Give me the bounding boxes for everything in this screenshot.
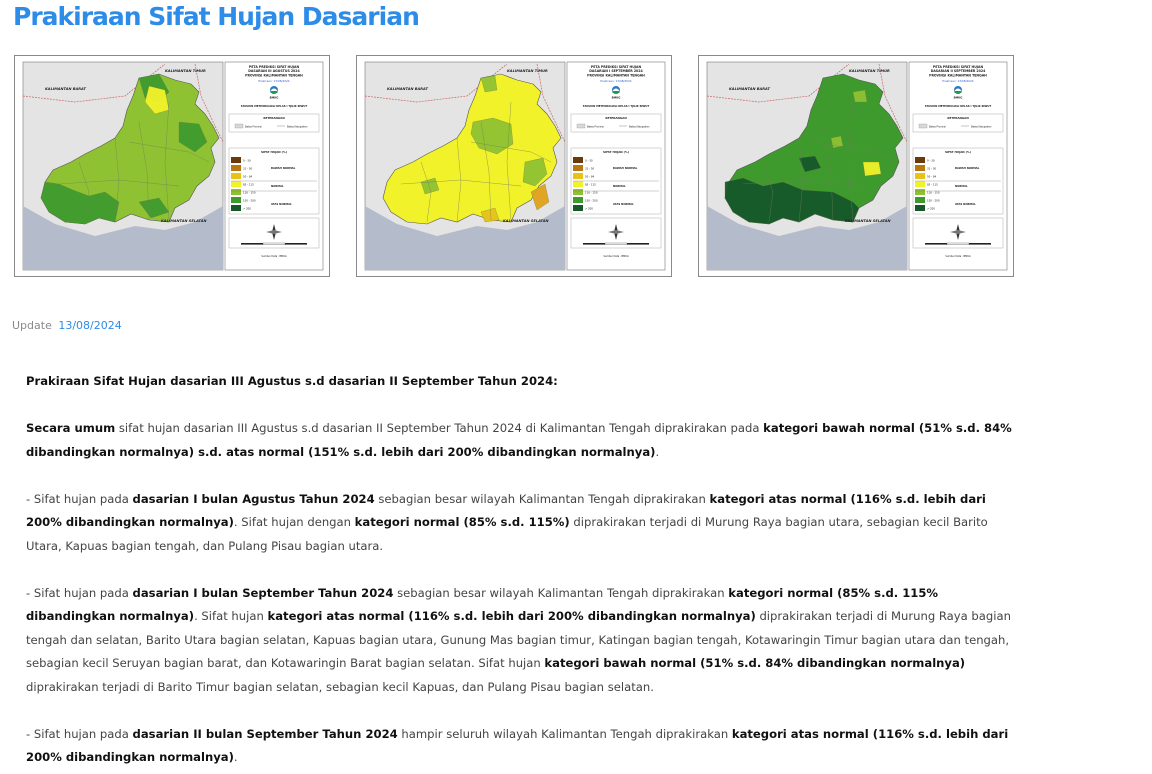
bmkg-logo — [954, 86, 962, 94]
map-legend — [909, 62, 1007, 270]
region-label-west: KALIMANTAN BARAT — [729, 87, 770, 91]
article-body — [26, 370, 1016, 774]
scale-swatch — [915, 157, 925, 163]
scale-range: 31 - 50 — [585, 167, 595, 171]
map-legend — [567, 62, 665, 270]
bmkg-logo-band — [271, 92, 278, 93]
scale-swatch — [915, 197, 925, 203]
data-source: Sumber Data : BMKG — [261, 255, 287, 258]
region-label-south: KALIMANTAN SELATAN — [503, 219, 549, 223]
scale-bar — [925, 243, 991, 245]
scale-range: 0 - 30 — [927, 159, 935, 163]
scale-swatch — [231, 181, 241, 187]
legend-swatch — [919, 124, 927, 128]
scale-swatch — [573, 181, 583, 187]
scale-range: 150 - 200 — [585, 199, 598, 203]
text-run: - Sifat hujan pada — [26, 726, 133, 741]
map-title-line: PETA PREDIKSI SIFAT HUJAN — [932, 65, 984, 69]
scale-segment — [627, 243, 649, 245]
scale-class-label: BAWAH NORMAL — [271, 167, 296, 170]
map-title-line: PETA PREDIKSI SIFAT HUJAN — [590, 65, 642, 69]
bold-text: kategori atas normal (116% s.d. lebih dari 200% dibandingkan normalnya) — [26, 726, 1009, 764]
map-title-line: PROVINSI KALIMANTAN TENGAH — [587, 73, 645, 78]
scale-class-label: BAWAH NORMAL — [955, 167, 980, 170]
article-paragraph — [26, 582, 1016, 700]
data-source: Sumber Data : BMKG — [603, 255, 629, 258]
rain-category-area — [863, 162, 881, 176]
scale-swatch — [915, 173, 925, 179]
forecast-map — [699, 56, 1013, 276]
text-run: hampir seluruh wilayah Kalimantan Tengah diprakirakan — [397, 726, 732, 741]
text-run: . Sifat hujan — [194, 609, 268, 623]
bold-text: dasarian I bulan Agustus Tahun 2024 — [132, 491, 375, 506]
text-run: sebagian besar wilayah Kalimantan Tengah diprakirakan — [374, 491, 710, 506]
legend-swatch — [577, 124, 585, 128]
scale-title: SIFAT HUJAN (%) — [945, 150, 971, 154]
bmkg-logo — [270, 86, 278, 94]
legend-title: KETERANGAN — [947, 116, 969, 120]
scale-swatch — [231, 165, 241, 171]
map-frame — [707, 62, 907, 270]
scale-segment — [263, 243, 285, 245]
update-info — [12, 319, 122, 332]
map-title-line: DASARIAN III AGUSTUS 2024 — [248, 69, 300, 74]
scale-class-label: NORMAL — [955, 185, 968, 188]
region-label-north: KALIMANTAN TIMUR — [507, 69, 548, 73]
scale-range: 116 - 150 — [243, 191, 256, 195]
update-label: Update — [12, 319, 52, 332]
rain-category-area — [853, 90, 867, 102]
forecast-map-gallery — [14, 55, 1014, 277]
bold-text: kategori normal (85% s.d. 115%) — [354, 515, 570, 529]
bold-text: kategori bawah normal (51% s.d. 84% dibandingkan normalnya) s.d. atas normal (151% s.d. lebih dari 200% dibandingkan normalnya) — [26, 421, 1012, 459]
scale-class-label: NORMAL — [613, 185, 626, 188]
map-title-line: DASARIAN I SEPTEMBER 2024 — [589, 69, 643, 74]
text-run: sebagian besar wilayah Kalimantan Tengah diprakirakan — [393, 585, 729, 600]
scale-class-label: BAWAH NORMAL — [613, 167, 638, 170]
bmkg-logo-band — [955, 92, 962, 93]
text-run: . — [233, 750, 238, 764]
station-name: STASIUN METEOROLOGI KELAS I TJILIK RIWUT — [240, 105, 308, 108]
map-title-line: PROVINSI KALIMANTAN TENGAH — [929, 73, 987, 78]
scale-range: > 200 — [927, 207, 935, 211]
scale-segment — [285, 243, 307, 245]
bold-text: dasarian II bulan September Tahun 2024 — [132, 726, 398, 741]
legend-entry: Batas Kabupaten — [971, 125, 992, 129]
text-run: diprakirakan terjadi di Murung Raya bagian utara, sebagian kecil Barito Utara, Kapuas bagian tengah, dan Pulang Pisau bagian utara. — [26, 515, 988, 553]
scale-swatch — [231, 205, 241, 211]
scale-segment — [605, 243, 627, 245]
logo-label: BMKG — [611, 96, 621, 100]
legend-entry: Batas Provinsi — [929, 125, 946, 129]
page-title: Prakiraan Sifat Hujan Dasarian — [13, 2, 419, 31]
scale-segment — [969, 243, 991, 245]
scale-swatch — [573, 157, 583, 163]
text-run: . — [655, 444, 660, 459]
bold-text: Secara umum — [26, 421, 116, 435]
article-paragraph — [26, 488, 1016, 559]
legend-title: KETERANGAN — [605, 116, 627, 120]
scale-segment — [925, 243, 947, 245]
map-issued: Prakiraan: 13/08/2024 — [258, 79, 290, 83]
scale-class-label: ATAS NORMAL — [955, 203, 976, 206]
scale-range: 31 - 50 — [243, 167, 253, 171]
map-title-line: DASARIAN II SEPTEMBER 2024 — [930, 69, 986, 74]
bold-text: kategori normal (85% s.d. 115% dibandingkan normalnya) — [26, 585, 939, 623]
text-run: . Sifat hujan dengan — [233, 515, 355, 529]
bold-text: kategori atas normal (116% s.d. lebih dari 200% dibandingkan normalnya) — [267, 609, 756, 623]
text-run: diprakirakan terjadi di Murung Raya bagian tengah dan selatan, Barito Utara bagian selatan, Kapuas bagian utara, Gunung Mas bagian timur, Katingan bagian tengah, Kotawaringin Timur bagian utara dan tengah, sebagian kecil Seruyan bagian barat, dan Kotawaringin Barat bagian selatan. Sifat hujan — [26, 609, 1011, 670]
map-title-line: PROVINSI KALIMANTAN TENGAH — [245, 73, 303, 78]
scale-swatch — [573, 173, 583, 179]
region-label-north: KALIMANTAN TIMUR — [849, 69, 890, 73]
legend-entry: Batas Provinsi — [245, 125, 262, 129]
scale-swatch — [915, 165, 925, 171]
scale-segment — [241, 243, 263, 245]
region-label-north: KALIMANTAN TIMUR — [165, 69, 206, 73]
scale-swatch — [573, 165, 583, 171]
bmkg-logo-band — [613, 92, 620, 93]
scale-range: 31 - 50 — [927, 167, 937, 171]
region-label-west: KALIMANTAN BARAT — [45, 87, 86, 91]
scale-class-label: ATAS NORMAL — [613, 203, 634, 206]
article-heading: Prakiraan Sifat Hujan dasarian III Agustus s.d dasarian II September Tahun 2024: — [26, 374, 558, 388]
region-label-south: KALIMANTAN SELATAN — [845, 219, 891, 223]
scale-segment — [583, 243, 605, 245]
legend-entry: Batas Kabupaten — [287, 125, 308, 129]
scale-range: > 200 — [585, 207, 593, 211]
forecast-map-card[interactable] — [356, 55, 672, 277]
text-run: - Sifat hujan pada — [26, 585, 133, 600]
article-paragraph — [26, 723, 1016, 770]
scale-range: 50 - 84 — [927, 175, 937, 179]
scale-swatch — [915, 181, 925, 187]
scale-range: 85 - 115 — [243, 183, 254, 187]
legend-entry: Batas Kabupaten — [629, 125, 650, 129]
rain-category-area — [831, 136, 843, 148]
scale-range: 0 - 30 — [585, 159, 593, 163]
bold-text: dasarian I bulan September Tahun 2024 — [132, 585, 394, 600]
scale-bar — [583, 243, 649, 245]
scale-swatch — [915, 205, 925, 211]
text-run: sifat hujan dasarian III Agustus s.d dasarian II September Tahun 2024 di Kalimantan Tengah diprakirakan pada — [115, 421, 764, 435]
map-frame — [23, 62, 223, 270]
text-run: - Sifat hujan pada — [26, 491, 133, 506]
scale-range: > 200 — [243, 207, 251, 211]
bmkg-logo — [612, 86, 620, 94]
scale-range: 50 - 84 — [585, 175, 595, 179]
scale-range: 116 - 150 — [585, 191, 598, 195]
scale-range: 85 - 115 — [927, 183, 938, 187]
station-name: STASIUN METEOROLOGI KELAS I TJILIK RIWUT — [924, 105, 992, 108]
scale-segment — [947, 243, 969, 245]
scale-range: 85 - 115 — [585, 183, 596, 187]
scale-swatch — [573, 205, 583, 211]
scale-swatch — [573, 189, 583, 195]
logo-label: BMKG — [269, 96, 279, 100]
legend-title: KETERANGAN — [263, 116, 285, 120]
scale-range: 0 - 30 — [243, 159, 251, 163]
forecast-map-card[interactable] — [698, 55, 1014, 277]
scale-swatch — [231, 173, 241, 179]
map-issued: Prakiraan: 13/08/2024 — [942, 79, 974, 83]
map-issued: Prakiraan: 13/08/2024 — [600, 79, 632, 83]
map-legend — [225, 62, 323, 270]
scale-swatch — [231, 189, 241, 195]
scale-range: 150 - 200 — [927, 199, 940, 203]
scale-title: SIFAT HUJAN (%) — [603, 150, 629, 154]
logo-label: BMKG — [953, 96, 963, 100]
region-label-south: KALIMANTAN SELATAN — [161, 219, 207, 223]
update-date: 13/08/2024 — [58, 319, 122, 332]
map-title-line: PETA PREDIKSI SIFAT HUJAN — [248, 65, 300, 69]
scale-title: SIFAT HUJAN (%) — [261, 150, 287, 154]
forecast-map-card[interactable] — [14, 55, 330, 277]
legend-entry: Batas Provinsi — [587, 125, 604, 129]
scale-swatch — [915, 189, 925, 195]
scale-swatch — [231, 157, 241, 163]
data-source: Sumber Data : BMKG — [945, 255, 971, 258]
text-run: diprakirakan terjadi di Barito Timur bagian selatan, sebagian kecil Kapuas, dan Pulang Pisau bagian selatan. — [26, 679, 654, 694]
scale-range: 150 - 200 — [243, 199, 256, 203]
region-label-west: KALIMANTAN BARAT — [387, 87, 428, 91]
article-paragraph — [26, 417, 1016, 464]
forecast-map — [15, 56, 329, 276]
scale-class-label: ATAS NORMAL — [271, 203, 292, 206]
bold-text: kategori atas normal (116% s.d. lebih dari 200% dibandingkan normalnya) — [26, 491, 986, 529]
scale-class-label: NORMAL — [271, 185, 284, 188]
bold-text: kategori bawah normal (51% s.d. 84% dibandingkan normalnya) — [544, 656, 966, 670]
scale-swatch — [573, 197, 583, 203]
scale-bar — [241, 243, 307, 245]
map-frame — [365, 62, 565, 270]
legend-swatch — [235, 124, 243, 128]
forecast-map — [357, 56, 671, 276]
scale-swatch — [231, 197, 241, 203]
scale-range: 50 - 84 — [243, 175, 253, 179]
station-name: STASIUN METEOROLOGI KELAS I TJILIK RIWUT — [582, 105, 650, 108]
scale-range: 116 - 150 — [927, 191, 940, 195]
